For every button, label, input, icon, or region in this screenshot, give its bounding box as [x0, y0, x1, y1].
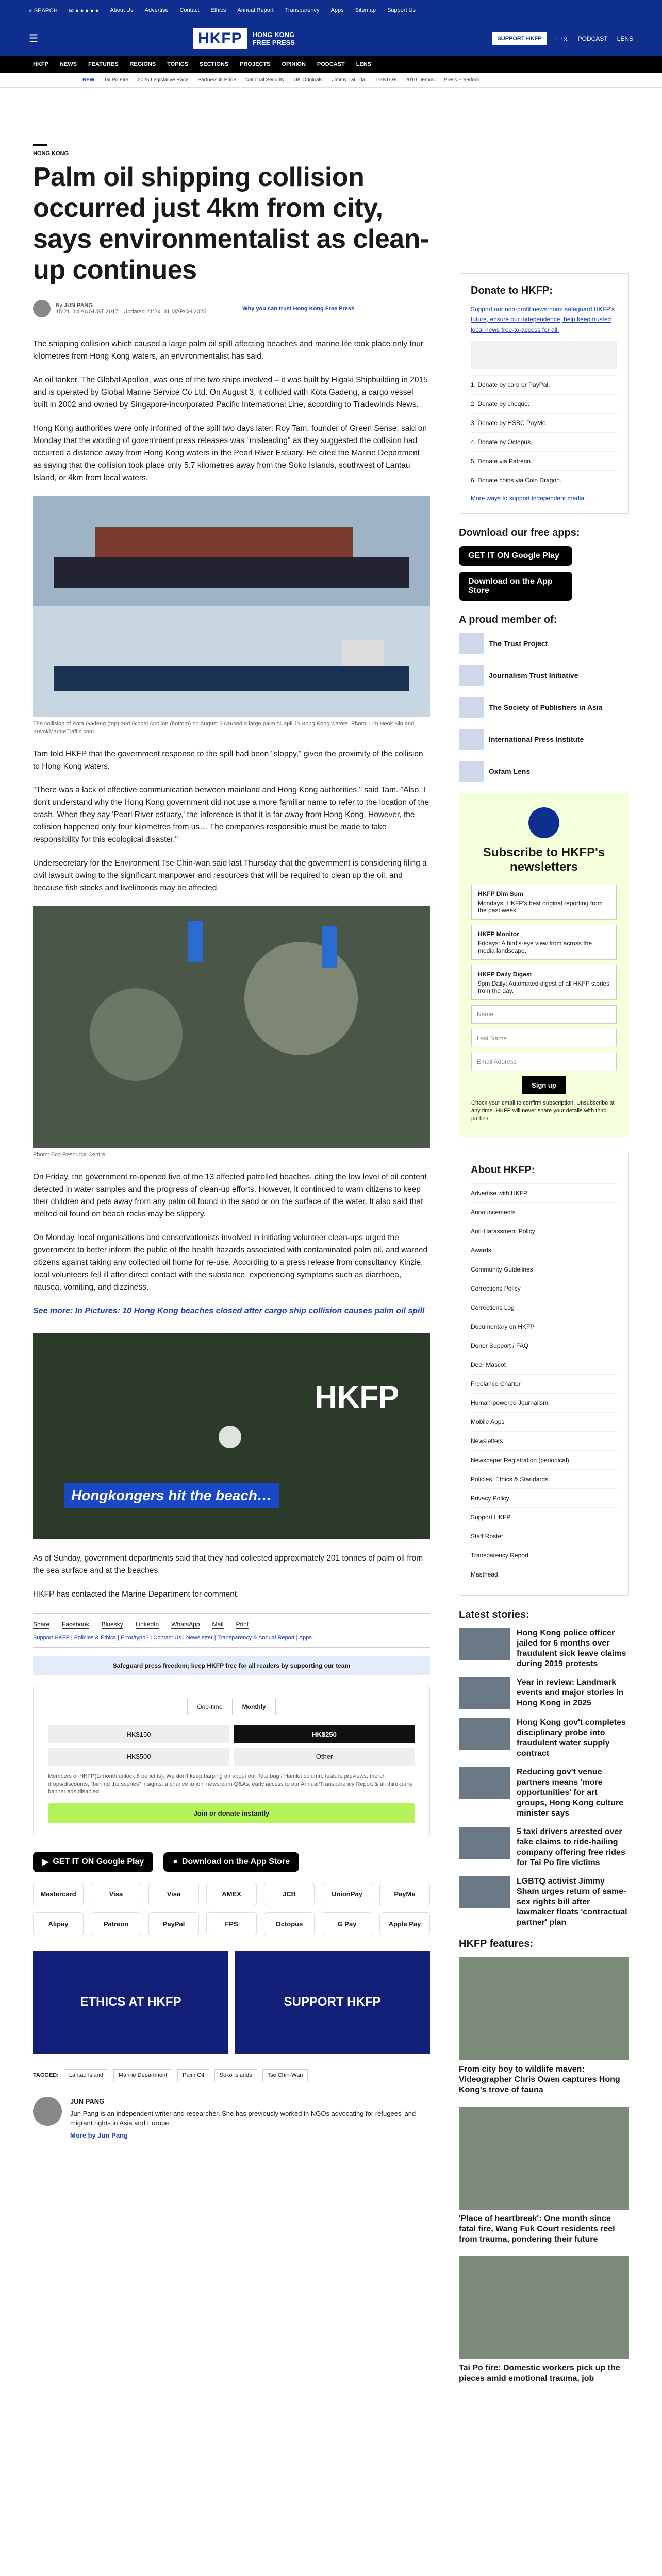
donate-box: Donate to HKFP: Support our non-profit newsroom: safeguard HKFP's future, ensure our independence, help keep trusted local news free-to-access for all. 1. Donate by card or PayPal. 2. Donate by cheque. 3. Donate by HSBC PayMe. 4. Donate by Octopus. 5. Donate via Patreon. 6. Donate coins via Coin Dragon. More ways to support independent media. [459, 273, 629, 514]
donate-option[interactable]: 6. Donate coins via Coin Dragon. [471, 470, 617, 489]
donate-option[interactable]: 1. Donate by card or PayPal. [471, 375, 617, 394]
newsletter-option[interactable]: HKFP Dim Sum Mondays: HKFP's best original reporting from the past week. [471, 885, 617, 920]
topbar-link[interactable]: Ethics [210, 7, 226, 13]
story-thumbnail[interactable] [459, 1628, 510, 1660]
main-nav [0, 56, 662, 73]
author-name[interactable]: JUN PANG [70, 2097, 105, 2105]
payment-logo[interactable]: Mastercard [33, 1883, 84, 1905]
trending-link[interactable]: Tai Po Fire [104, 77, 129, 83]
trending-link[interactable]: Partners in Pride [197, 77, 237, 83]
latest-story[interactable] [459, 1718, 629, 1759]
join-button[interactable]: Join or donate instantly [48, 1803, 415, 1823]
payment-logo[interactable]: PayPal [148, 1912, 199, 1935]
video-banner: Hongkongers hit the beach… [64, 1483, 279, 1508]
share-linkedin[interactable]: LinkedIn [135, 1621, 159, 1628]
section-label[interactable]: HONG KONG [33, 150, 69, 157]
payment-logo[interactable]: PayMe [379, 1883, 430, 1905]
email-field[interactable]: Email Address [471, 1053, 617, 1071]
publish-date: 15:21, 14 AUGUST 2017 [56, 309, 119, 315]
story-thumbnail[interactable] [459, 1767, 510, 1799]
latest-story[interactable] [459, 1876, 629, 1928]
feature-title[interactable]: From city boy to wildlife maven: Videographer Chris Owen captures Hong Kong's trove of fauna [459, 2065, 620, 2094]
tag-link[interactable]: Marine Department [113, 2069, 172, 2081]
google-play-badge[interactable]: ▶ GET IT ON Google Play [33, 1852, 153, 1872]
member-logo[interactable]: Oxfam Lens [459, 761, 629, 782]
paragraph: An oil tanker, The Global Apollon, was one of the two ships involved – it was built by Higaki Shipbuilding in 2015 and is operated by Global Marine Service Co Ltd. On August 3, it collided with Kota Gadeng, a cargo vessel built in 2002 and owned by Singapore-incorporated Pacific International Line, according to Tradewinds News. [33, 376, 428, 409]
author-box [33, 2097, 430, 2140]
about-link[interactable]: Mobile Apps [471, 1412, 617, 1431]
google-play-badge[interactable]: GET IT ON Google Play [459, 546, 572, 566]
newsletter-option[interactable]: HKFP Daily Digest 9pm Daily: Automated digest of all HKFP stories from the day. [471, 965, 617, 1000]
about-link[interactable]: Documentary on HKFP [471, 1317, 617, 1336]
photo-caption: The collision of Kota Gadeng (top) and Global Apollon (bottom) on August 3 caused a large palm oil spill in Hong Kong waters. Photo: Lim Heok Nio and Kuvol/MarineTraffic.com. [33, 721, 415, 735]
story-title[interactable]: Hong Kong police officer jailed for 6 months over fraudulent sick leave claims during 2019 protests [517, 1629, 626, 1668]
tag-link[interactable]: Soko Islands [214, 2069, 257, 2081]
about-link[interactable]: Deer Mascot [471, 1355, 617, 1374]
support-promo[interactable]: SUPPORT HKFP [235, 1951, 430, 2054]
signup-button[interactable]: Sign up [522, 1076, 566, 1094]
amount-option[interactable]: HK$500 [48, 1748, 229, 1766]
author-bio: Jun Pang is an independent writer and researcher. She has previously worked in NGOs advocating for refugees' and migrant rights in Asia and Europe. [70, 2110, 416, 2127]
paragraph: As of Sunday, government departments said that they had collected approximately 201 tonnes of palm oil from the sea surface and at the beaches. [33, 1554, 423, 1575]
trending-bar [0, 73, 662, 88]
feature-story[interactable] [459, 2107, 629, 2245]
story-thumbnail[interactable] [459, 1827, 510, 1859]
nav-item[interactable]: REGIONS [129, 61, 156, 67]
about-link[interactable]: Policies, Ethics & Standards [471, 1469, 617, 1488]
newsletter-note: Check your email to confirm subscription. Unsubscribe at any time. HKFP will never share your details with third parties. [471, 1100, 615, 1122]
video-watermark: HKFP [315, 1380, 399, 1414]
story-thumbnail[interactable] [459, 1876, 510, 1908]
amount-option[interactable]: HK$250 [234, 1725, 415, 1743]
donate-option[interactable]: 3. Donate by HSBC PayMe. [471, 413, 617, 432]
topbar-link[interactable]: Annual Report [237, 7, 274, 13]
trending-link[interactable]: LGBTQ+ [375, 77, 396, 83]
story-thumbnail[interactable] [459, 1718, 510, 1750]
nav-item[interactable]: FEATURES [88, 61, 119, 67]
about-link[interactable]: Community Guidelines [471, 1260, 617, 1279]
amount-option[interactable]: HK$150 [48, 1725, 229, 1743]
app-store-badge[interactable]: Download on the App Store [459, 572, 572, 601]
about-link[interactable]: Newsletters [471, 1431, 617, 1450]
donation-widget [33, 1686, 430, 1836]
payment-logo[interactable]: AMEX [206, 1883, 257, 1905]
paragraph: "There was a lack of effective communication between mainland and Hong Kong authorities," said Tam. "Also, I don't understand why the Hong Kong government did not use a more familiar name to refer to the location of the crash. When they say 'Pearl River estuary,' the inference is that it is far away from Hong Kong. However, the collision happened only four kilometres from us… The companies responsible must be made to take responsibility for this ecological disaster." [33, 786, 429, 844]
payment-logo[interactable]: Octopus [264, 1912, 315, 1935]
search-button[interactable]: ⌕ SEARCH [29, 6, 58, 14]
nav-item[interactable]: HKFP [33, 61, 48, 67]
story-title[interactable]: LGBTQ activist Jimmy Sham urges return of same-sex rights bill after lawmaker floats 'contractual partner' plan [517, 1877, 627, 1927]
ethics-promo[interactable]: ETHICS AT HKFP [33, 1951, 228, 2054]
tag-link[interactable]: Tse Chin-Wan [262, 2069, 308, 2081]
top-utility-bar [0, 0, 662, 21]
topbar-link[interactable]: Contact [179, 7, 200, 13]
meta-links[interactable]: Support HKFP | Policies & Ethics | Error/typo? | Contact Us | Newsletter | Transparency & Annual Report | Apps [33, 1635, 430, 1648]
newsletter-signup: Subscribe to HKFP's newsletters HKFP Dim Sum Mondays: HKFP's best original reporting from the past week. HKFP Monitor Fridays: A bird's-eye view from across the media landscape. HKFP Daily Digest 9pm Daily: Automated digest of all HKFP stories from the day. Name Last Name Email Address Sign up Check your email to confirm subscription. Unsubscribe at any time. HKFP will never share your details with third parties. [459, 793, 629, 1137]
trending-link[interactable]: UK Originals [293, 77, 323, 83]
share-mail[interactable]: Mail [212, 1621, 224, 1628]
story-title[interactable]: Hong Kong gov't completes disciplinary probe into fraudulent water supply contract [517, 1718, 626, 1758]
apple-icon: ● [173, 1857, 178, 1866]
trending-link[interactable]: 2019 Demos [405, 77, 435, 83]
search-icon: ⌕ [29, 6, 32, 14]
trust-link[interactable]: Why you can trust Hong Kong Free Press [242, 306, 355, 312]
divider [33, 144, 47, 146]
trending-link[interactable]: 2025 Legislative Race [138, 77, 189, 83]
member-logo[interactable]: International Press Institute [459, 729, 629, 750]
nav-item[interactable]: PODCAST [317, 61, 345, 67]
about-link[interactable]: Corrections Policy [471, 1279, 617, 1298]
share-facebook[interactable]: Facebook [62, 1621, 89, 1628]
social-icons[interactable]: ✉ ● ● ● ● ● [69, 7, 99, 14]
payment-logos [471, 341, 617, 369]
payment-logo[interactable]: JCB [264, 1883, 315, 1905]
about-box: About HKFP: Advertise with HKFP Announcements Anti-Harassment Policy Awards Community Guidelines Corrections Policy Corrections Log Documentary on HKFP Donor Support / FAQ Deer Mascot Freelance Charter Human-powered Journalism Mobile Apps Newsletters Newspaper Registration (periodical) Policies, Ethics & Standards Privacy Policy Support HKFP Staff Roster Transparency Report Masthead [459, 1153, 629, 1596]
nav-item[interactable]: TOPICS [167, 61, 188, 67]
avatar [33, 300, 51, 317]
feature-title[interactable]: Tai Po fire: Domestic workers pick up the pieces amid emotional trauma, job [459, 2364, 620, 2383]
play-store-icon: ▶ [42, 1858, 49, 1867]
nav-item[interactable]: SECTIONS [199, 61, 229, 67]
share-whatsapp[interactable]: WhatsApp [171, 1621, 200, 1628]
paragraph: Tam told HKFP that the government response to the spill had been "sloppy," given the proximity of the collision to Hong Kong waters. [33, 750, 423, 771]
article-title: Palm oil shipping collision occurred just 4km from city, says environmentalist as clean-up continues [33, 162, 429, 285]
donate-option[interactable]: 2. Donate by cheque. [471, 394, 617, 413]
new-label: NEW [82, 77, 95, 83]
support-strip[interactable]: Safeguard press freedom; keep HKFP free for all readers by supporting our team [33, 1656, 430, 1675]
about-link[interactable]: Announcements [471, 1202, 617, 1222]
app-store-badge[interactable]: ● Download on the App Store [163, 1852, 299, 1872]
story-title[interactable]: Year in review: Landmark events and major stories in Hong Kong in 2025 [517, 1678, 624, 1707]
about-link[interactable]: Newspaper Registration (periodical) [471, 1450, 617, 1469]
latest-story[interactable] [459, 1677, 629, 1709]
topbar-link[interactable]: About Us [110, 7, 134, 13]
support-button[interactable]: SUPPORT HKFP [492, 32, 547, 45]
share-label: Share [33, 1621, 50, 1628]
about-link[interactable]: Masthead [471, 1565, 617, 1584]
share-print[interactable]: Print [236, 1621, 249, 1628]
feature-image[interactable] [459, 2107, 629, 2210]
beach-illustration [33, 906, 430, 1148]
member-logo[interactable]: The Trust Project [459, 633, 629, 654]
nav-item[interactable]: LENS [356, 61, 372, 67]
see-more-link[interactable]: See more: In Pictures: 10 Hong Kong beaches closed after cargo ship collision causes palm oil spill [33, 1307, 425, 1315]
about-link[interactable]: Advertise with HKFP [471, 1183, 617, 1202]
trending-link[interactable]: National Security [245, 77, 285, 83]
byline: By JUN PANG 15:21, 14 AUGUST 2017 · Updated 21:2x, 31 MARCH 2025 Why you can trust Hong Kong Free Press [33, 300, 430, 317]
ship-photo [33, 496, 430, 717]
one-time-toggle[interactable]: One-time [187, 1699, 232, 1715]
paragraph: The shipping collision which caused a large palm oil spill affecting beaches and marine life took place only four kilometres from Hong Kong waters, an environmentalist has said. [33, 340, 424, 361]
payment-logo[interactable]: Apple Pay [379, 1912, 430, 1935]
avatar [33, 2097, 62, 2126]
last-name-field[interactable]: Last Name [471, 1029, 617, 1047]
trending-link[interactable]: Jimmy Lai Trial [332, 77, 367, 83]
feature-image[interactable] [459, 1957, 629, 2060]
amount-option[interactable]: Other [234, 1748, 415, 1766]
nav-item[interactable]: NEWS [59, 61, 77, 67]
about-link[interactable]: Support HKFP [471, 1507, 617, 1527]
ships-illustration [33, 496, 430, 717]
more-by-author[interactable]: More by Jun Pang [70, 2131, 128, 2139]
story-thumbnail[interactable] [459, 1677, 510, 1709]
tag-link[interactable]: Lantau Island [64, 2069, 108, 2081]
paragraph: Hong Kong authorities were only informed of the spill two days later. Roy Tam, founder of Green Sense, said on Monday that the wording of government press releases was "misleading" as they suggested the collision had occurred a distance away from Hong Kong waters in the Pearl River Estuary. He cited the Marine Department as saying that the collision took place only 5.7 kilometres away from the Soko Islands, southwest of Lantau Island, or 4km from local waters. [33, 424, 427, 482]
payment-logo[interactable]: UnionPay [322, 1883, 372, 1905]
about-link[interactable]: Staff Roster [471, 1527, 617, 1546]
feature-story[interactable] [459, 1957, 629, 2095]
paragraph: HKFP has contacted the Marine Department for comment. [33, 1590, 239, 1599]
menu-icon[interactable]: ☰ [29, 33, 38, 44]
hkfp-badge [528, 807, 559, 838]
play-icon[interactable] [219, 1426, 241, 1448]
about-link[interactable]: Corrections Log [471, 1298, 617, 1317]
beach-photo [33, 906, 430, 1148]
feature-title[interactable]: 'Place of heartbreak': One month since fatal fire, Wang Fuk Court residents reel from trauma, pondering their future [459, 2214, 615, 2244]
share-bar [33, 1613, 430, 1629]
about-link[interactable]: Donor Support / FAQ [471, 1336, 617, 1355]
updated-date: Updated 21:2x, 31 MARCH 2025 [123, 309, 207, 315]
tag-link[interactable]: Palm Oil [177, 2069, 209, 2081]
topbar-link[interactable]: Support Us [387, 7, 416, 13]
author-link[interactable]: JUN PANG [63, 302, 93, 309]
feature-image[interactable] [459, 2256, 629, 2359]
latest-story[interactable] [459, 1827, 629, 1868]
video-player[interactable] [33, 1333, 430, 1539]
about-link[interactable]: Transparency Report [471, 1546, 617, 1565]
payment-logo[interactable]: Visa [148, 1883, 199, 1905]
about-link[interactable]: Anti-Harassment Policy [471, 1222, 617, 1241]
donate-lead[interactable]: Support our non-profit newsroom: safeguard HKFP's future, ensure our independence, help keep trusted local news free-to-access for all. [471, 306, 615, 333]
nav-item[interactable]: PROJECTS [240, 61, 271, 67]
site-logo[interactable]: HKFP HONG KONG FREE PRESS [193, 28, 295, 49]
member-logo[interactable]: The Society of Publishers in Asia [459, 697, 629, 718]
trending-link[interactable]: Press Freedom [443, 77, 479, 83]
topbar-link[interactable]: Advertise [144, 7, 169, 13]
latest-story[interactable] [459, 1628, 629, 1669]
donate-option[interactable]: 4. Donate by Octopus. [471, 432, 617, 451]
paragraph: On Friday, the government re-opened five of the 13 affected patrolled beaches, citing the low level of oil content detected in water samples and the progress of clean-up efforts. However, it continued to warn citizens to keep their children and pets away from any palm oil found in the sand or on the surface of the water. It also said that melted oil found on beach rocks may be slippery. [33, 1173, 427, 1218]
masthead [0, 21, 662, 56]
payment-logo[interactable]: FPS [206, 1912, 257, 1935]
nav-item[interactable]: OPINION [282, 61, 306, 67]
chinese-link[interactable]: 中文 [556, 35, 569, 42]
topbar-link[interactable]: Apps [330, 7, 344, 13]
about-link[interactable]: Awards [471, 1241, 617, 1260]
paragraph: On Monday, local organisations and conservationists involved in initiating volunteer clean-ups urged the government to better inform the public of the health hazards associated with contaminated palm oil, and warned citizens against taking any collected oil home for re-use. According to a press release from consultancy Kinzie, local volunteers fell ill after direct contact with the substance, experiencing symptoms such as diarrhoea, nausea, vomiting, and dizziness. [33, 1233, 428, 1292]
story-title[interactable]: Reducing gov't venue partners means 'more opportunities' for art groups, Hong Kong culture minister says [517, 1768, 624, 1818]
about-link[interactable]: Human-powered Journalism [471, 1393, 617, 1412]
topbar-link[interactable]: Sitemap [355, 7, 376, 13]
donation-note: Members of HKFP(1/month unlock 6 benefits): We don't keep harping on about our Tote bag / Hamlet column, feature previews, merch drops/discounts, "behind the scenes" insights, a chance to join newsroom Q&As, early access to our Annual/Transparency Report & all third-party banner ads disabled. [48, 1773, 413, 1795]
about-link[interactable]: Freelance Charter [471, 1374, 617, 1393]
share-bluesky[interactable]: Bluesky [101, 1621, 123, 1628]
payment-methods [33, 1883, 430, 1935]
payment-logo[interactable]: Visa [91, 1883, 141, 1905]
monthly-toggle[interactable]: Monthly [233, 1699, 276, 1715]
feature-story[interactable] [459, 2256, 629, 2384]
paragraph: Undersecretary for the Environment Tse Chin-wan said last Thursday that the government is considering filing a civil lawsuit owing to the significant manpower and resources that will be required to clean up the oil, and because fish stocks and livelihoods may be affected. [33, 859, 427, 892]
latest-story[interactable] [459, 1767, 629, 1819]
donate-option[interactable]: 5. Donate via Patreon. [471, 451, 617, 470]
name-field[interactable]: Name [471, 1005, 617, 1024]
topbar-link[interactable]: Transparency [285, 7, 320, 13]
about-link[interactable]: Privacy Policy [471, 1488, 617, 1507]
podcast-link[interactable]: PODCAST [577, 35, 608, 42]
story-title[interactable]: 5 taxi drivers arrested over fake claims to ride-hailing company offering free rides for Tai Po fire victims [517, 1827, 625, 1867]
newsletter-option[interactable]: HKFP Monitor Fridays: A bird's-eye view from across the media landscape. [471, 925, 617, 960]
payment-logo[interactable]: Alipay [33, 1912, 84, 1935]
payment-logo[interactable]: Patreon [91, 1912, 141, 1935]
more-ways-link[interactable]: More ways to support independent media. [471, 495, 586, 502]
article [33, 144, 430, 2140]
photo-caption: Photo: Eco Resource Centre. [33, 1151, 107, 1158]
payment-logo[interactable]: G Pay [322, 1912, 372, 1935]
sidebar: Donate to HKFP: Support our non-profit newsroom: safeguard HKFP's future, ensure our independence, help keep trusted local news free-to-access for all. 1. Donate by card or PayPal. 2. Donate by cheque. 3. Donate by HSBC PayMe. 4. Donate by Octopus. 5. Donate via Patreon. 6. Donate coins via Coin Dragon. More ways to support independent media. Download our free apps: GET IT ON Google Play Download on the App Store A proud member of: The Trust Project Journalism Trust Initiative The Society of Publishers in Asia International Press Institute Oxfam Lens Subscribe to HKFP's newsletters HKFP Dim Sum Mondays: HKFP's best original reporting from the past week. HKFP Monitor Fridays: A bird's-eye view from across the media landscape. HKFP Daily Digest 9pm Daily: Automated digest of all HKFP stories from the day. Name Last Name Email Address Sign up Check your email to confirm subscription. Unsubscribe at any time. HKFP will never share your details with third parties. About HKFP: Advertise with HKFP Announcements Anti-Harassment Policy Awards Community Guidelines Corrections Policy Corrections Log Documentary on HKFP Donor Support / FAQ Deer Mascot Freelance Charter Human-powered Journalism Mobile Apps Newsletters Newspaper Registration (periodical) Policies, Ethics & Standards Privacy Policy Support HKFP Staff Roster Transparency Report Masthead Latest stories: Hong Kong police officer jailed for 6 months over fraudulent sick leave claims during 2019 protests Year in review: Landmark events and major stories in Hong Kong in 2025 Hong Kong gov't completes disciplinary probe into fraudulent water supply contract Reducing gov't venue partners means 'more opportunities' for art groups, Hong Kong culture minister says 5 taxi drivers arrested over fake claims to ride-hailing company offering free rides for Tai Po fire victims LGBTQ activist Jimmy Sham urges return of same-sex rights bill after lawmaker floats 'contractual partner' plan HKFP features: From city boy to wildlife maven: Videographer Chris Owen captures Hong Kong's trove of fauna 'Place of heartbreak': One month since fatal fire, Wang Fuk Court residents reel from trauma, pondering their future Tai Po fire: Domestic workers pick up the pieces amid emotional trauma, job [459, 273, 629, 2395]
member-logo[interactable]: Journalism Trust Initiative [459, 665, 629, 686]
tags: TAGGED: Lantau Island Marine Department Palm Oil Soko Islands Tse Chin-Wan [33, 2069, 430, 2081]
lens-link[interactable]: LENS [617, 35, 633, 42]
